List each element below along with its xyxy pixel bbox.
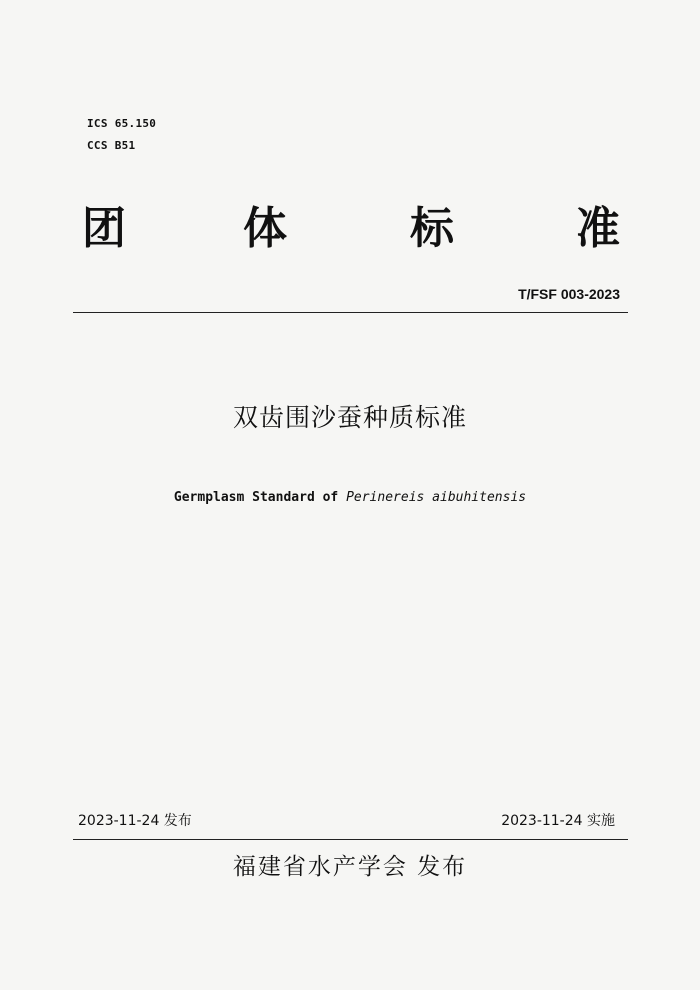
title-english-prefix: Germplasm Standard of bbox=[173, 490, 347, 505]
standard-type-char-3: 标 bbox=[410, 203, 454, 254]
title-english-species: Perinereis aibuhitensis bbox=[346, 490, 527, 505]
standard-number: T/FSF 003-2023 bbox=[518, 286, 620, 302]
issuer: 福建省水产学会 发布 bbox=[232, 854, 468, 880]
implement-date: 2023-11-24 实施 bbox=[501, 813, 615, 829]
standard-type-char-1: 团 bbox=[82, 203, 126, 254]
title-english bbox=[0, 490, 700, 505]
standard-type-char-2: 体 bbox=[243, 203, 287, 254]
title-chinese: 双齿围沙蚕种质标准 bbox=[232, 403, 467, 432]
bottom-divider bbox=[73, 839, 628, 840]
publish-date: 2023-11-24 发布 bbox=[78, 813, 192, 829]
standard-type-char-4: 准 bbox=[576, 203, 620, 254]
ccs-code: CCS B51 bbox=[87, 139, 136, 152]
ics-code: ICS 65.150 bbox=[87, 117, 157, 130]
top-divider bbox=[73, 312, 628, 313]
